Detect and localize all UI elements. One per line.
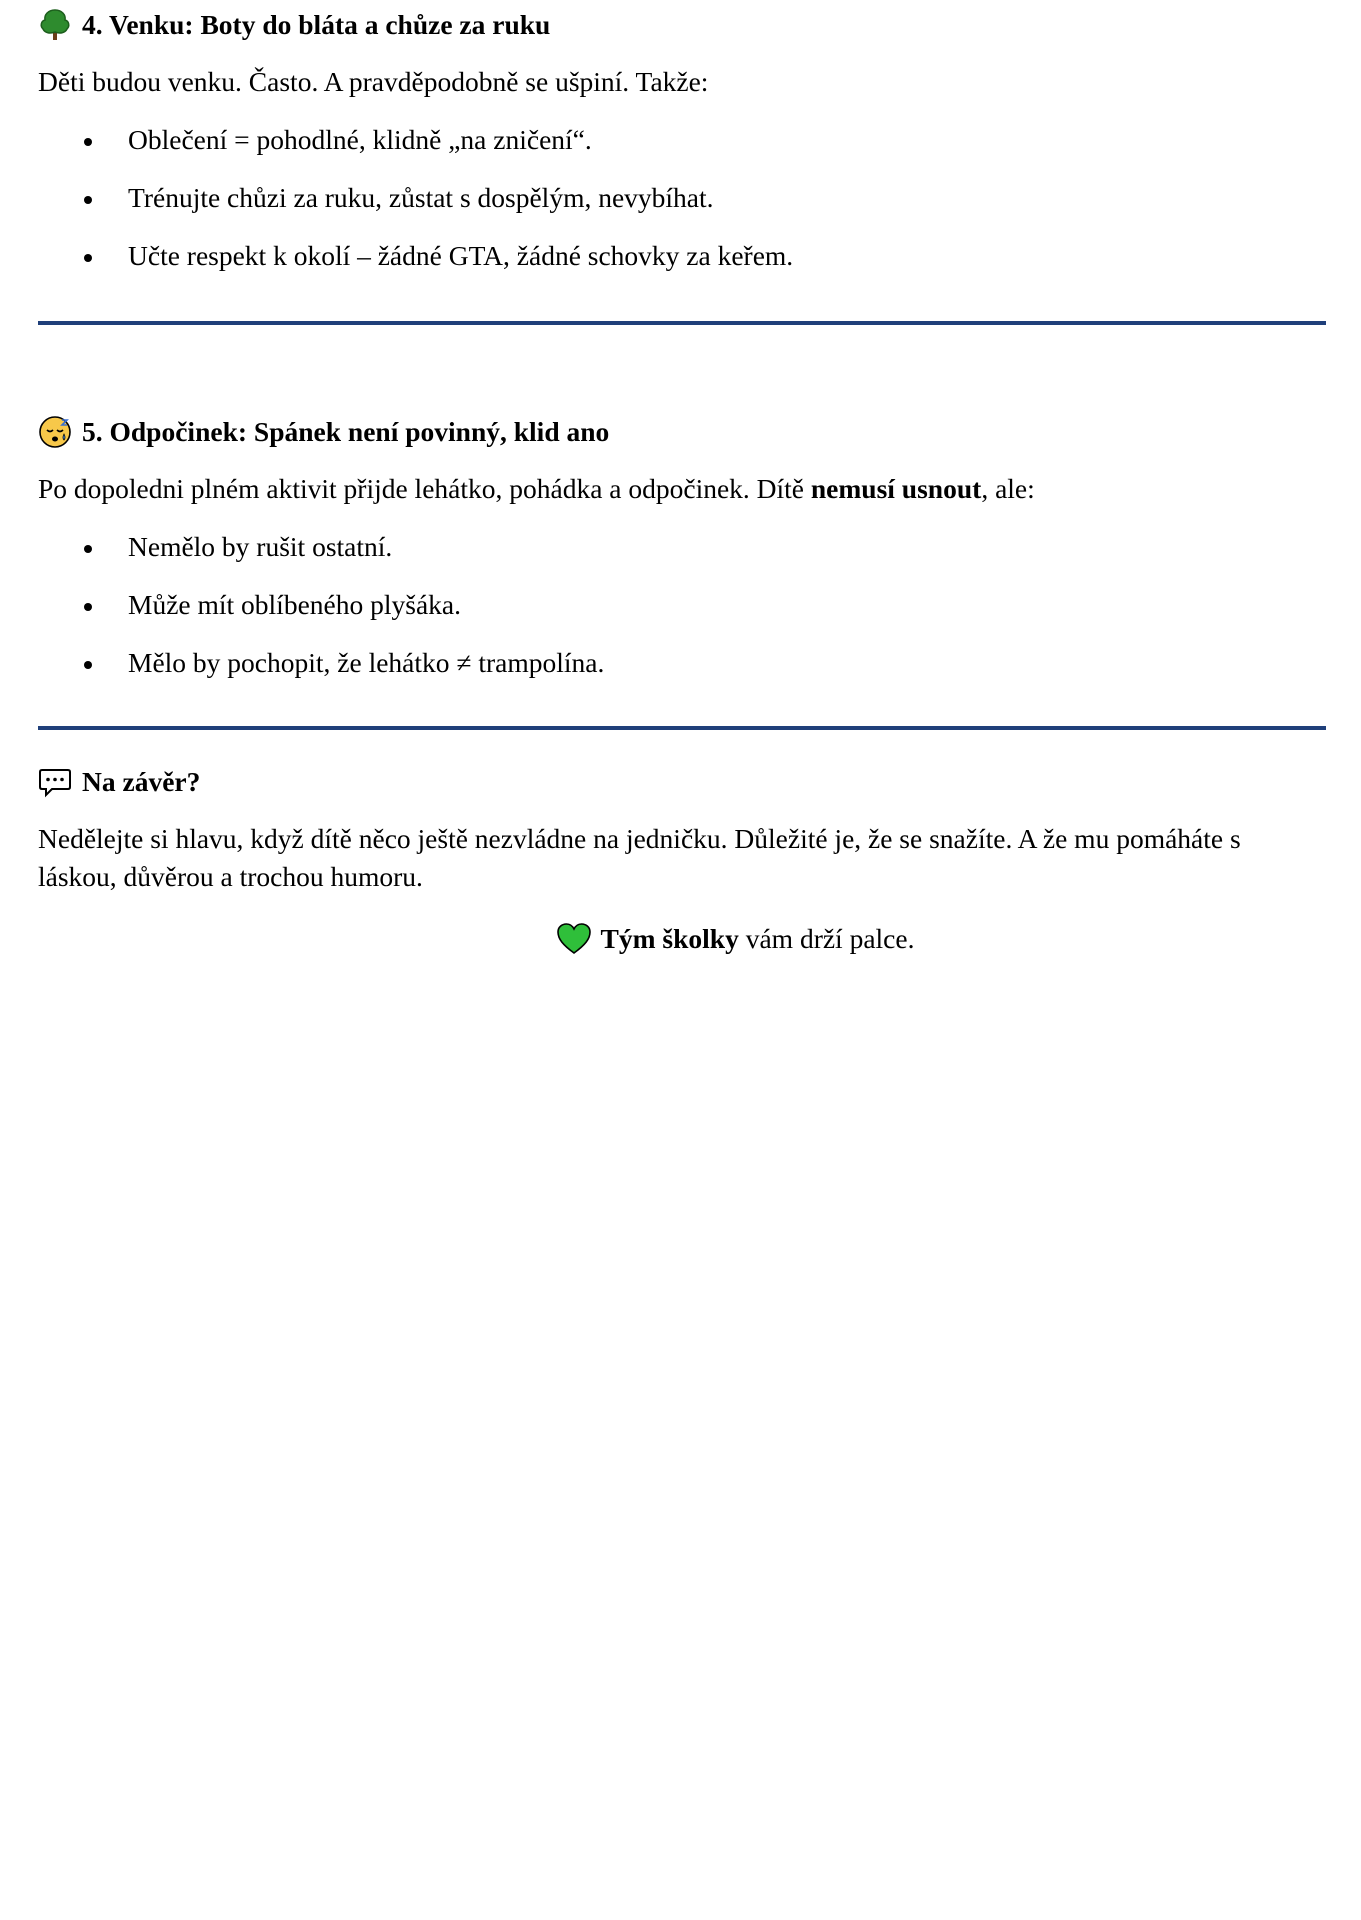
section-intro: Po dopoledni plném aktivit přijde lehátko, pohádka a odpočinek. Dítě nemusí usnout, ale: xyxy=(38,473,1035,504)
conclusion-text: Nedělejte si hlavu, když dítě něco ještě nezvládne na jedničku. Důležité je, že se snažíte. A že mu pomáháte s láskou, důvěrou a trochou humoru. xyxy=(38,823,1241,892)
section-heading-text: 4. Venku: Boty do bláta a chůze za ruku xyxy=(82,9,551,40)
emphasis-text: nemusí usnout xyxy=(810,473,982,504)
list-item: Mělo by pochopit, že lehátko ≠ trampolína. xyxy=(38,644,1328,702)
section-heading xyxy=(38,8,1328,42)
section-heading-text: 5. Odpočinek: Spánek není povinný, klid ano xyxy=(82,416,610,447)
section-heading xyxy=(38,415,1328,449)
green-heart-icon xyxy=(557,923,601,955)
signoff-text: Tým školky vám drží palce. xyxy=(600,923,915,954)
section-divider xyxy=(38,321,1326,325)
tree-icon xyxy=(38,8,72,42)
list-item: Trénujte chůzi za ruku, zůstat s dospělým, nevybíhat. xyxy=(38,179,1328,237)
bullet-list xyxy=(38,121,1328,295)
list-item: Může mít oblíbeného plyšáka. xyxy=(38,586,1328,644)
section-conclusion xyxy=(38,765,1328,896)
section-heading-text: Na závěr? xyxy=(82,766,201,797)
section-intro: Děti budou venku. Často. A pravděpodobně se ušpiní. Takže: xyxy=(38,66,709,97)
signoff xyxy=(0,920,1361,958)
bullet-list xyxy=(38,528,1328,702)
section-rest xyxy=(38,415,1328,702)
list-item: Oblečení = pohodlné, klidně „na zničení“. xyxy=(38,121,1328,179)
sleeping-face-icon xyxy=(38,415,72,449)
section-divider xyxy=(38,726,1326,730)
speech-bubble-icon xyxy=(38,765,72,799)
list-item: Učte respekt k okolí – žádné GTA, žádné schovky za keřem. xyxy=(38,237,1328,295)
list-item: Nemělo by rušit ostatní. xyxy=(38,528,1328,586)
section-heading xyxy=(38,765,1328,799)
section-outdoors xyxy=(38,8,1328,295)
